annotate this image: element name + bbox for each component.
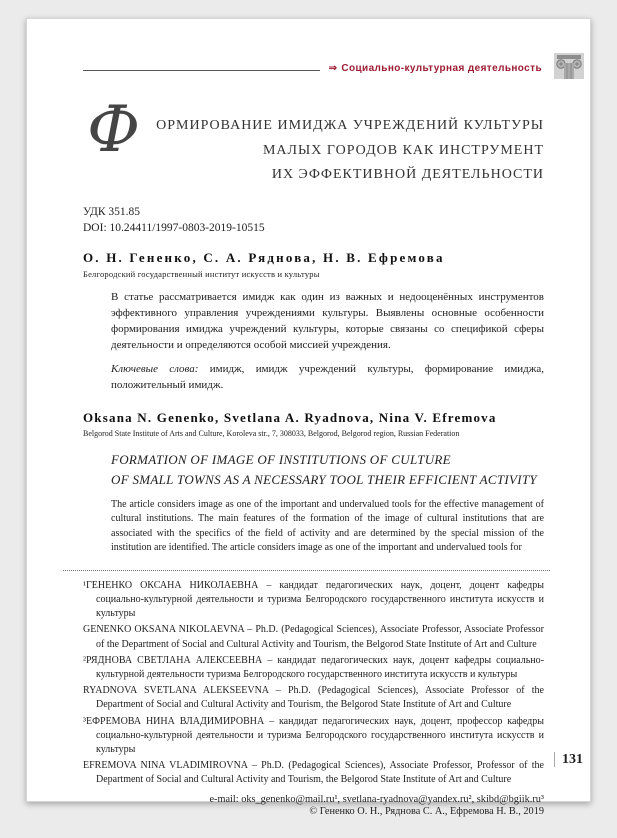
title-line-2: МАЛЫХ ГОРОДОВ КАК ИНСТРУМЕНТ — [262, 142, 544, 158]
affiliation-en: Belgorod State Institute of Arts and Culture, Koroleva str., 7, 308033, Belgorod, Belgorod region, Russian Federation — [83, 428, 460, 438]
footnote: ²РЯДНОВА СВЕТЛАНА АЛЕКСЕЕВНА – кандидат педагогических наук, доцент кафедры социально-культурной деятельности туризма Белгородского государственного института искусств и культуры — [83, 654, 544, 681]
column-capital-icon — [554, 53, 584, 84]
header-rule — [83, 70, 320, 71]
keywords-line — [111, 362, 544, 394]
footnote: ³ЕФРЕМОВА НИНА ВЛАДИМИРОВНА – кандидат педагогических наук, доцент, профессор кафедры социально-культурной деятельности и туризма Белгородского государственного института искусств и культуры — [83, 715, 544, 755]
email-line: e-mail: oks_genenko@mail.ru¹, svetlana-ryadnova@yandex.ru², skibd@bgiik.ru³ — [209, 793, 544, 805]
title-line-3: ИХ ЭФФЕКТИВНОЙ ДЕЯТЕЛЬНОСТИ — [271, 167, 544, 182]
footnote: GENENKO OKSANA NIKOLAEVNA – Ph.D. (Pedagogical Sciences), Associate Professor, Associate Professor of the Department of Social and Cultural Activity and Tourism, the Belgorod State Institute of Art and Culture — [83, 624, 544, 650]
drop-cap-initial: Ф — [87, 93, 142, 167]
copyright-line: © Гененко О. Н., Ряднова С. А., Ефремова Н. В., 2019 — [309, 805, 544, 817]
page-header — [83, 53, 584, 84]
section-heading — [329, 63, 542, 74]
keywords-label: Ключевые слова: — [111, 362, 199, 375]
section-heading-label: Социально-культурная деятельность — [341, 63, 542, 74]
footnote: ¹ГЕНЕНКО ОКСАНА НИКОЛАЕВНА – кандидат педагогических наук, доцент, доцент кафедры социально-культурной деятельности и туризма Белгородского государственного института искусств и культуры — [83, 579, 544, 620]
doi-number: DOI: 10.24411/1997-0803-2019-10515 — [83, 221, 265, 234]
title-en-line-2: OF SMALL TOWNS AS A NECESSARY TOOL THEIR EFFICIENT ACTIVITY — [111, 471, 537, 487]
authors-en: Oksana N. Genenko, Svetlana A. Ryadnova, Nina V. Efremova — [83, 409, 497, 425]
article-title-en — [111, 450, 544, 490]
authors-ru: О. Н. Гененко, С. А. Ряднова, Н. В. Ефремова — [83, 249, 445, 265]
footnote: EFREMOVA NINA VLADIMIROVNA – Ph.D. (Pedagogical Sciences), Associate Professor, Professor of the Department of Social and Cultural Activity and Tourism, the Belgorod State Institute of Art and Culture — [83, 760, 544, 786]
udc-number: УДК 351.85 — [83, 205, 140, 218]
footnotes-block — [83, 579, 544, 788]
keywords-text: имидж, имидж учреждений культуры, формирование имиджа, положительный имидж. — [111, 362, 545, 391]
abstract-ru: В статье рассматривается имидж как один из важных и недооценённых инструментов эффективного управления учреждениями культуры. Выявлены основные особенности формирования имиджа учреждений культуры, которые связаны со спецификой сферы деятельности и определяются особой миссией учреждения. — [111, 290, 544, 352]
double-arrow-icon: ⇒ — [328, 63, 338, 74]
footnote: RYADNOVA SVETLANA ALEKSEEVNA – Ph.D. (Pedagogical Sciences), Associate Professor of the Department of Social and Cultural Activity and Tourism, the Belgorod State Institute of Art and Culture — [83, 685, 544, 711]
article-title-ru — [83, 93, 544, 188]
affiliation-ru: Белгородский государственный институт искусств и культуры — [83, 268, 320, 279]
title-line-1: ОРМИРОВАНИЕ ИМИДЖА УЧРЕЖДЕНИЙ КУЛЬТУРЫ — [156, 118, 544, 133]
footnote-separator — [63, 570, 550, 571]
journal-page — [26, 18, 591, 817]
page-number: 131 — [554, 752, 583, 767]
abstract-en: The article considers image as one of the important and undervalued tools for the effective management of cultural institutions. The main features of the formation of the image of cultural institutions that are associated with the specifics of the field of activity and are determined by the special mission of the institution are identified. The article considers image as one of the important and undervalued tools for — [111, 498, 544, 554]
title-en-line-1: FORMATION OF IMAGE OF INSTITUTIONS OF CULTURE — [111, 451, 451, 467]
